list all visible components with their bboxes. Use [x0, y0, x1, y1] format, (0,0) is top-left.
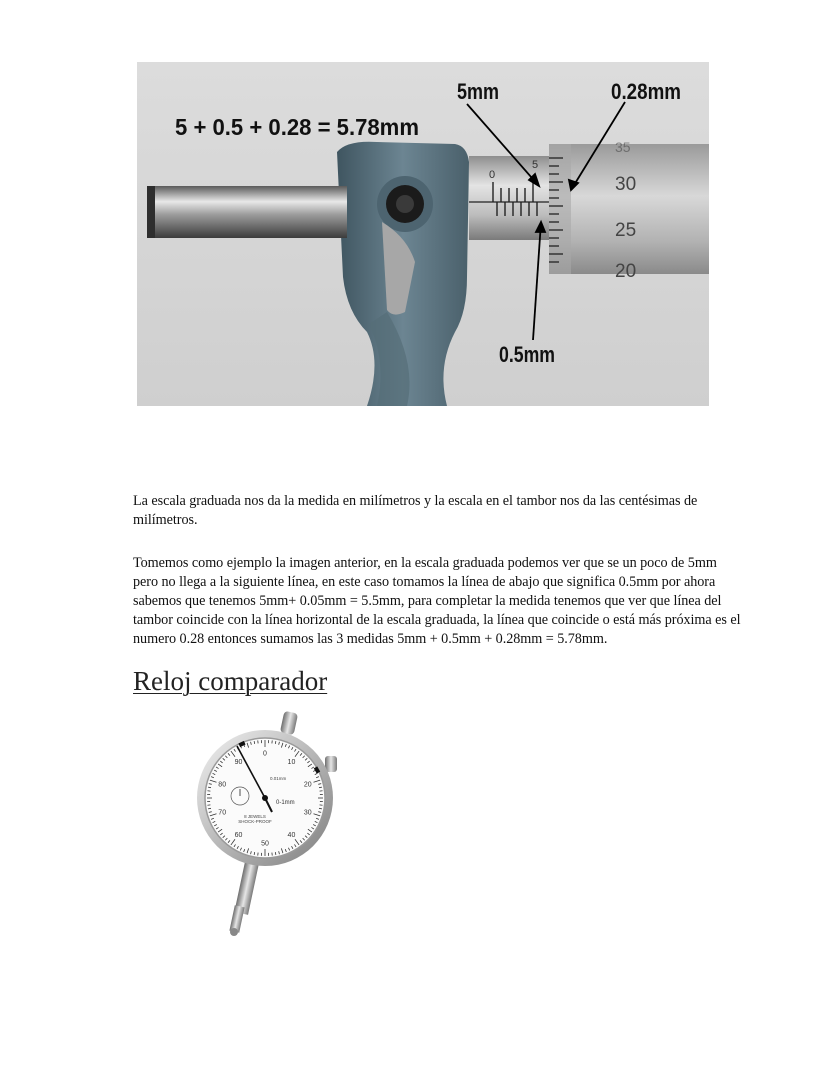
dial-indicator-figure: [190, 708, 350, 943]
dial-tick: [319, 787, 322, 788]
dial-tick: [254, 852, 255, 855]
dial-number-40: 40: [287, 831, 296, 839]
thimble-number-30: 30: [615, 174, 637, 195]
equation-label: 5 + 0.5 + 0.28 = 5.78mm: [175, 114, 419, 140]
dial-number-20: 20: [303, 781, 312, 789]
paragraph-scale-explanation: La escala graduada nos da la medida en milímetros y la escala en el tambor nos da las centésimas de milímetros.: [133, 493, 698, 528]
dial-tick: [275, 852, 276, 855]
dial-number-60: 60: [234, 831, 243, 839]
dial-number-50: 50: [261, 840, 269, 848]
dial-number-70: 70: [218, 809, 227, 817]
dial-number-90: 90: [234, 759, 243, 767]
dial-number-10: 10: [287, 759, 296, 767]
label-5mm: 5mm: [457, 79, 499, 104]
label-0-28mm: 0.28mm: [611, 79, 681, 104]
sleeve-digit-5: 5: [532, 159, 539, 171]
dial-number-30: 30: [303, 809, 312, 817]
dial-indicator-illustration: [190, 708, 350, 943]
thimble-number-35: 35: [615, 139, 631, 155]
dial-tick: [319, 808, 322, 809]
brand-line-2: SHOCK-PROOF: [238, 819, 272, 824]
sleeve-digit-0: 0: [489, 169, 496, 181]
dial-tick: [208, 787, 211, 788]
micrometer-illustration: [137, 62, 709, 406]
dial-tick: [254, 741, 255, 744]
section-heading: Reloj comparador: [133, 666, 328, 696]
dial-number-0: 0: [263, 750, 267, 758]
label-0-5mm: 0.5mm: [499, 342, 555, 367]
dial-tick: [275, 741, 276, 744]
thimble-number-20: 20: [615, 261, 637, 282]
unit-label: 0-1mm: [276, 800, 295, 806]
dial-tick: [208, 808, 211, 809]
resolution-label: 0.01mm: [270, 776, 287, 781]
micrometer-figure: [137, 62, 709, 406]
brand-line-1: 8 JEWELS: [244, 814, 266, 819]
dial-number-80: 80: [218, 781, 227, 789]
thimble-number-25: 25: [615, 220, 637, 241]
paragraph-example-explanation: Tomemos como ejemplo la imagen anterior, en la escala graduada podemos ver que se un poco de 5mm pero no llega a la siguiente línea, en este caso tomamos la línea de abajo que significa 0.5mm por ahora sabemos que tenemos 5mm+ 0.05mm = 5.5mm, para completar la medida tenemos que ver que línea del tambor coincide con la línea horizontal de la escala graduada, la línea que coincide o está más próxima es el numero 0.28 entonces sumamos las 3 medidas 5mm + 0.5mm + 0.28mm = 5.78mm.: [133, 555, 741, 647]
